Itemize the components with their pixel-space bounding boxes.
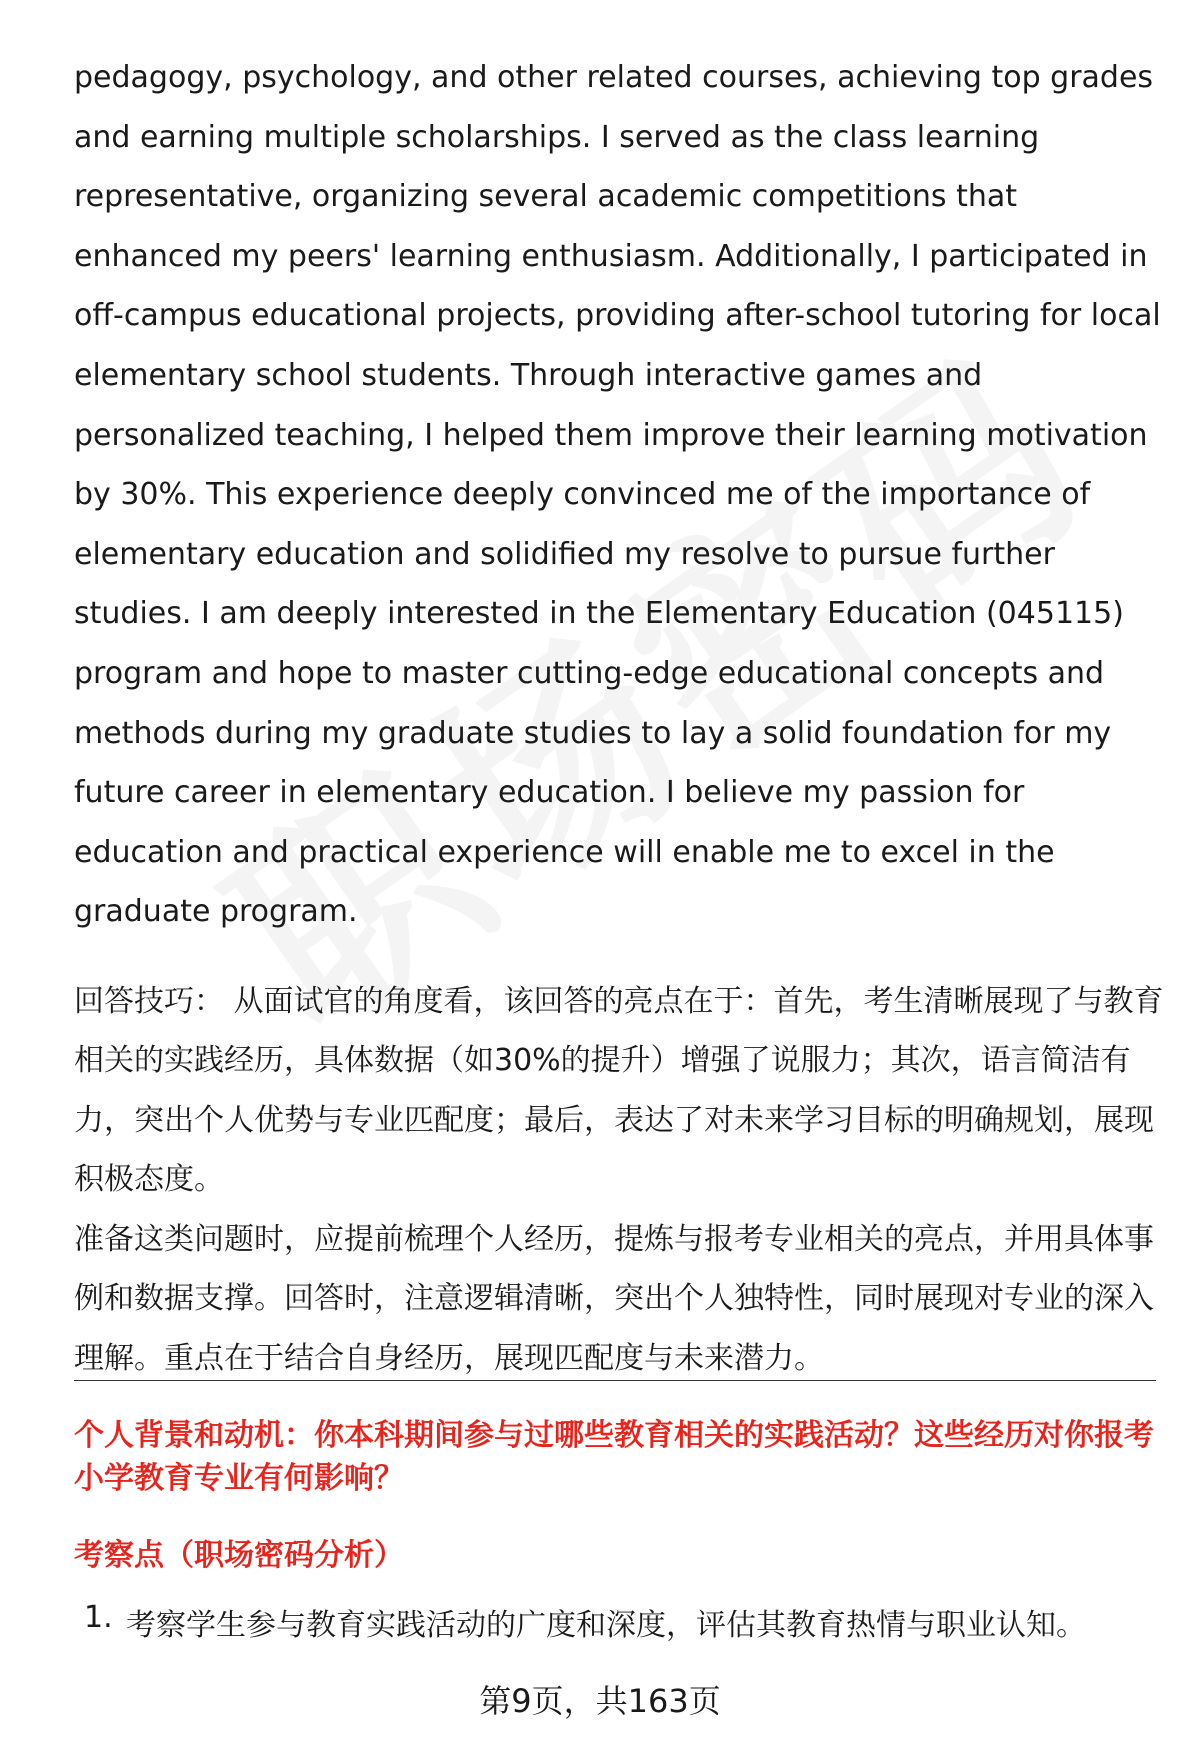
list-item: [84, 1600, 1164, 1644]
tips-paragraph-2: 准备这类问题时，应提前梳理个人经历，提炼与报考专业相关的亮点，并用具体事例和数据支撑。回答时，注意逻辑清晰，突出个人独特性，同时展现对专业的深入理解。重点在于结合自身经历，展现匹配度与未来潜力。: [74, 1221, 1154, 1376]
tips-paragraph-1: 回答技巧： 从面试官的角度看，该回答的亮点在于：首先，考生清晰展现了与教育相关的实践经历，具体数据（如30%的提升）增强了说服力；其次，语言简洁有力，突出个人优势与专业匹配度；最后，表达了对未来学习目标的明确规划，展现积极态度。: [74, 983, 1164, 1198]
question-heading: 个人背景和动机：你本科期间参与过哪些教育相关的实践活动？这些经历对你报考小学教育专业有何影响？: [74, 1418, 1154, 1496]
section-divider: [74, 1380, 1156, 1381]
assessment-points-list: [84, 1600, 1164, 1644]
answer-paragraph-english: pedagogy, psychology, and other related courses, achieving top grades and earning multiple scholarships. I served as the class learning representative, organizing several academic competitions that enhanced my peers' learning enthusiasm. Additionally, I participated in off-campus educational projects, providing after-school tutoring for local elementary school students. Through interactive games and personalized teaching, I helped them improve their learning motivation by 30%. This experience deeply convinced me of the importance of elementary education and solidified my resolve to pursue further studies. I am deeply interested in the Elementary Education (045115) program and hope to master cutting-edge educational concepts and methods during my graduate studies to lay a solid foundation for my future career in elementary education. I believe my passion for education and practical experience will enable me to excel in the graduate program.: [74, 60, 1161, 930]
page-number: 第9页，共163页: [479, 1682, 721, 1720]
assessment-points-heading: 考察点（职场密码分析）: [74, 1538, 404, 1573]
document-body: [74, 48, 1164, 1388]
answer-tips: [74, 972, 1164, 1389]
list-item-text: 考察学生参与教育实践活动的广度和深度，评估其教育热情与职业认知。: [126, 1608, 1086, 1643]
list-item-number: 1.: [84, 1600, 113, 1635]
